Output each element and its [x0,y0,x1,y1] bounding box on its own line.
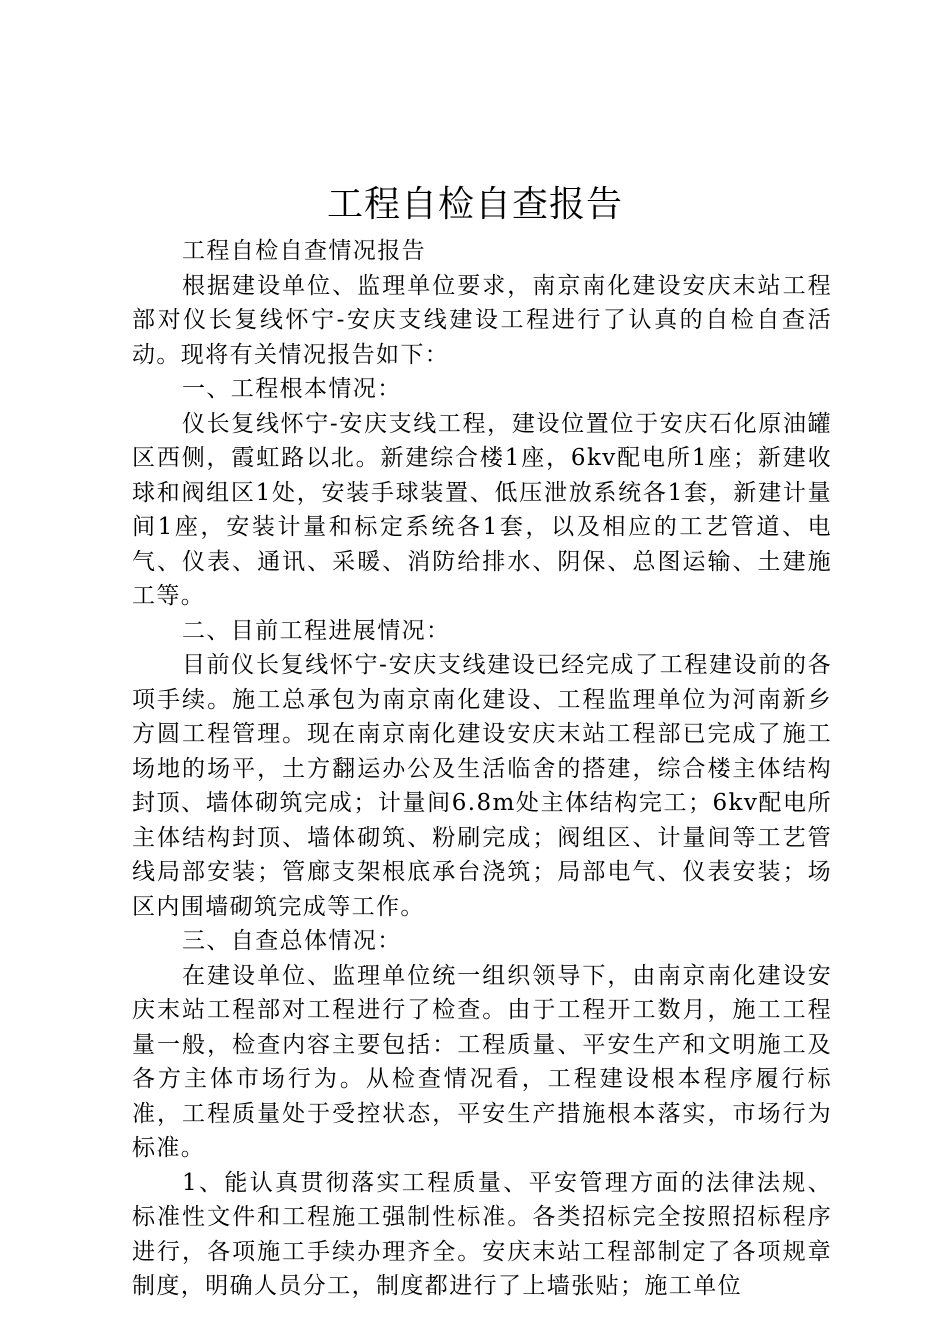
subtitle-paragraph: 工程自检自查情况报告 [182,238,426,264]
section-heading-progress: 二、目前工程进展情况： [182,617,451,644]
section-heading-self-check: 三、自查总体情况： [182,928,402,954]
section-heading-basic-info: 一、工程根本情况： [182,376,402,402]
basic-info-paragraph: 仪长复线怀宁-安庆支线工程，建设位置位于安庆石化原油罐区西侧，霞虹路以北。新建综合楼1座，6kv配电所1座；新建收球和阀组区1处，安装手球装置、低压泄放系统各1套，新建计量间1座，安装计量和标定系统各1套，以及相应的工艺管道、电气、仪表、通讯、采暖、消防给排水、阴保、总图运输、土建施工等。 [132,410,832,609]
item-1-paragraph: 1、能认真贯彻落实工程质量、平安管理方面的法律法规、标准性文件和工程施工强制性标准。各类招标完全按照招标程序进行，各项施工手续办理齐全。安庆末站工程部制定了各项规章制度，明确人员分工，制度都进行了上墙张贴；施工单位 [132,1169,832,1299]
document-title: 工程自检自查报告 [326,184,623,225]
document-body [132,234,832,1304]
self-check-paragraph: 在建设单位、监理单位统一组织领导下，由南京南化建设安庆末站工程部对工程进行了检查。由于工程开工数月，施工工程量一般，检查内容主要包括：工程质量、平安生产和文明施工及各方主体市场行为。从检查情况看，工程建设根本程序履行标准，工程质量处于受控状态，平安生产措施根本落实，市场行为标准。 [132,962,832,1161]
progress-paragraph: 目前仪长复线怀宁-安庆支线建设已经完成了工程建设前的各项手续。施工总承包为南京南化建设、工程监理单位为河南新乡方圆工程管理。现在南京南化建设安庆末站工程部已完成了施工场地的场平，土方翻运办公及生活临舍的搭建，综合楼主体结构封顶、墙体砌筑完成；计量间6.8m处主体结构完工；6kv配电所主体结构封顶、墙体砌筑、粉刷完成；阀组区、计量间等工艺管线局部安装；管廊支架根底承台浇筑；局部电气、仪表安装；场区内围墙砌筑完成等工作。 [132,652,832,920]
intro-paragraph: 根据建设单位、监理单位要求，南京南化建设安庆末站工程部对仪长复线怀宁-安庆支线建设工程进行了认真的自检自查活动。现将有关情况报告如下： [132,272,832,368]
